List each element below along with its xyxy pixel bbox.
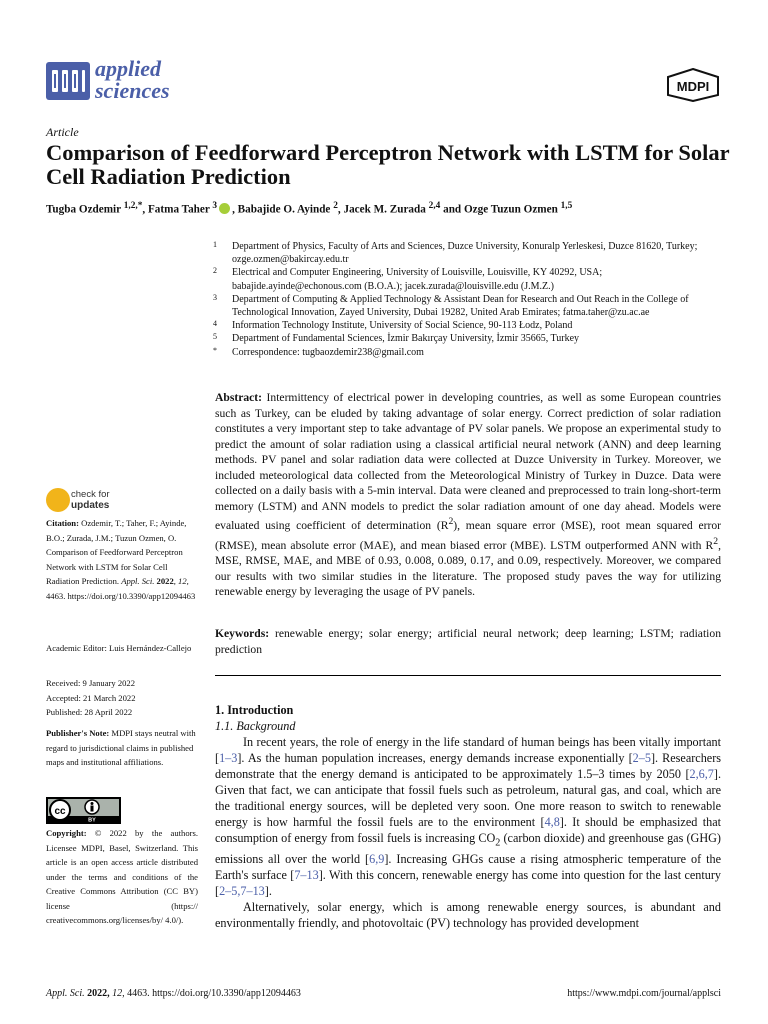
affiliation-number: 3 [213,292,217,302]
abstract [215,390,721,600]
citation-block: Citation: Ozdemir, T.; Taher, F.; Ayinde, B.O.; Zurada, J.M.; Tuzun Ozmen, O. Comparison of Feedforward Perceptron Network with LSTM for Solar Cell Radiation Prediction. Appl. Sci. 2022, 12, 4463. https://doi.org/10.3390/app12094463 [46,518,196,601]
reference-link[interactable]: 2–5 [632,751,651,765]
affiliation-text: Department of Fundamental Sciences, İzmir Bakırçay University, İzmir 35665, Turkey [232,333,580,345]
footer-journal: Appl. Sci. [46,988,85,999]
footer-year: 2022, [87,988,110,999]
svg-text:cc: cc [54,806,66,817]
paragraph-1 [215,734,721,899]
introduction-section [215,702,721,931]
affiliation-number: * [213,345,217,355]
abstract-text: Intermittency of electrical power in developing countries, as well as some European countries such as Turkey, can be eluded by taking advantage of solar energy. Correct prediction of solar radiation constitutes a very important step to take advantage of PV solar panels. We propose an experimental study to predict the amount of solar radiation using a classical artificial neural network (ANN) and deep learning methods. PV panel and solar radiation data were collected at Duzce University in Turkey. Moreover, we included meteorological data collected from the Meteorological Ministry of Turkey in Duzce. Data were collected on a daily basis with a 5-min interval. Data were cleaned and preprocessed to train long-short-term memory (LSTM) and ANN models to predict the solar radiation amount of one day ahead. Models were evaluated using coefficient of determination (R [215,391,721,533]
affiliation-item [213,293,728,319]
affiliation-item [213,266,728,292]
paragraph-text: ]. With this concern, renewable energy has come into question for the last century [ [215,868,722,899]
footer-journal-url[interactable]: https://www.mdpi.com/journal/applsci [567,988,721,999]
reference-link[interactable]: 6,9 [369,852,385,867]
paragraph-text: (carbon dioxide) and greenhouse gas (GHG) emissions all over the world [ [215,831,721,867]
check-for-updates-button[interactable] [46,488,156,514]
affiliation-text: Information Technology Institute, University of Social Science, 90-113 Łodz, Poland [232,320,573,332]
affiliation-text: Correspondence: tugbaozdemir238@gmail.com [232,346,424,358]
publisher-name: MDPI [676,79,710,94]
citation-year: 2022 [156,576,174,586]
citation-volume: 12, [178,576,189,586]
affiliation-text: Department of Physics, Faculty of Arts and Sciences, Duzce University, Konuralp Yerleskesi, Duzce 81620, Turkey; ozge.ozmen@bakircay.edu.tr [232,241,698,266]
keywords-label: Keywords: [215,627,270,640]
author-affil: 1,2,* [123,201,143,211]
abstract-superscript: 2 [713,535,719,547]
author-name[interactable]: Babajide O. Ayinde [237,203,331,216]
citation-text: Ozdemir, T.; Taher, F.; Ayinde, B.O.; Zurada, J.M.; Tuzun Ozmen, O. Comparison of Feedforward Perceptron Network with LSTM for Solar Cell Radiation Prediction. [46,518,187,586]
paragraph-text: ]. [264,884,272,899]
author-affil: 3 [212,201,218,211]
academic-editor: Academic Editor: Luis Hernández-Callejo [46,643,192,653]
check-icon [46,488,70,512]
mdpi-logo-icon [666,68,720,102]
check-label-2: updates [71,500,110,511]
reference-link[interactable]: 2–5,7–13 [219,884,265,899]
publisher-note-label: Publisher's Note: [46,728,110,738]
footer-volume: 12, [112,988,125,999]
affiliation-number: 4 [213,319,217,329]
affiliation-number: 5 [213,332,217,342]
affiliation-item [213,332,728,345]
received-date: Received: 9 January 2022 [46,678,136,688]
section-divider [215,675,721,676]
copyright-block [46,826,198,928]
citation-doi-link[interactable]: 4463. https://doi.org/10.3390/app12094463 [46,590,196,601]
affiliation-number: 1 [213,240,217,249]
paragraph-text: ]. It should be emphasized that consumption of energy from fossil fuels is increasing CO [215,815,721,845]
copyright-text: © 2022 by the authors. Licensee MDPI, Basel, Switzerland. This article is an open access article distributed under the terms and conditions of the Creative Commons Attribution (CC BY) license (https:// creativecommons.org/licenses/by/ 4.0/). [46,828,198,925]
cc-by-label: BY [88,817,96,824]
affiliations [213,240,728,359]
author-name[interactable]: Tugba Ozdemir [46,203,121,216]
keywords [215,626,721,657]
author-affil: 1,5 [560,201,573,211]
orcid-icon[interactable] [219,203,230,214]
copyright-label: Copyright: [46,828,87,838]
publisher-note [46,726,198,770]
author-name[interactable]: Fatma Taher [147,203,210,216]
footer-citation [46,988,301,999]
author-affil: 2 [333,201,338,211]
abstract-superscript: 2 [448,516,454,528]
paragraph-text: ]. Increasing GHGs cause a rising atmospheric temperature of the Earth's surface [ [215,852,721,883]
publisher-note-text: MDPI stays neutral with regard to jurisdictional claims in published maps and institutional affiliations. [46,728,196,767]
reference-link[interactable]: 1–3 [219,751,238,765]
article-type: Article [46,125,79,139]
author-name[interactable]: Jacek M. Zurada [343,203,426,216]
reference-link[interactable]: 4,8 [544,815,560,829]
section-heading: 1. Introduction [215,703,294,717]
author-affil: 2,4 [428,201,441,211]
journal-name-line2: sciences [95,78,170,103]
journal-name [95,58,170,102]
check-label-1: check for [71,489,110,500]
abstract-text: ), mean square error (MSE), root mean squared error (RMSE), mean absolute error (MAE), and mean biased error (MBE). LSTM outperformed ANN with R [215,519,721,552]
subsection-heading: 1.1. Background [215,719,296,733]
footer-doi-link[interactable]: 4463. https://doi.org/10.3390/app12094463 [127,988,301,999]
keywords-text: renewable energy; solar energy; artificial neural network; deep learning; LSTM; radiation prediction [215,627,721,656]
author-conjunction: and [443,203,462,216]
affiliation-item [213,346,728,359]
paragraph-2: Alternatively, solar energy, which is among renewable energy sources, is abundant and environmentally friendly, and photovoltaic (PV) technology has provided development [215,900,721,931]
citation-label: Citation: [46,518,79,528]
journal-name-line1: applied [95,56,161,81]
author-name[interactable]: Ozge Tuzun Ozmen [463,203,558,216]
author-list: Tugba Ozdemir $^{1,2,*}$, Fatma Taher $^3$ , Babajide O. Ayinde $^2$, Jacek M. Zurada $^{2,4}$ and Ozge Tuzun Ozmen $^{1,5}$ [46,201,573,216]
abstract-label: Abstract: [215,391,263,404]
paragraph-text: ]. As the human population increases, energy demands increase exponentially [ [237,751,633,765]
journal-logo-icon [46,62,90,100]
paragraph-text: ]. Researchers demonstrate that the energy demand is anticipated to be approximately 1.5–3 times by 2050 [ [215,751,722,781]
accepted-date: Accepted: 21 March 2022 [46,692,136,703]
affiliation-item [213,319,728,332]
affiliation-number: 2 [213,266,217,276]
dates-block [46,676,198,720]
reference-link[interactable]: 7–13 [294,868,319,883]
cc-by-license-icon[interactable] [46,797,121,824]
paper-title: Comparison of Feedforward Perceptron Network with LSTM for Solar Cell Radiation Prediction [46,140,730,189]
paragraph-text: ]. Given that fact, we can anticipate that fossil fuels such as petroleum, natural gas, and coal, which are the traditional energy sources, will be depleted very soon. One more reason to switch to renewable energy is how harmful the fossil fuels are to the environment [ [215,767,721,829]
subscript: 2 [495,837,501,849]
affiliation-text: Electrical and Computer Engineering, University of Louisville, Louisville, KY 40292, USA; babajide.ayinde@echonous.com (B.O.A.); jacek.zurada@louisville.edu (J.M.Z.) [232,267,603,292]
reference-link[interactable]: 2,6,7 [689,767,714,781]
paragraph-text: In recent years, the role of energy in the life standard of human beings has been vitally important [ [215,735,721,765]
affiliation-text: Department of Computing & Applied Technology & Assistant Dean for Research and Out Reach in the College of Technological Innovation, Zayed University, Dubai 19282, United Arab Emirates; fatma.taher@zu.ac.ae [232,293,689,319]
abstract-text: , MSE, RMSE, MAE, and MBE of 0.93, 0.008, 0.089, 0.17, and 0.09, respectively. Moreover, we compared our results with two similar studies in the literature. The proposed study paves the way for utilizing renewable energy by leveraging the usage of PV panels. [215,538,721,599]
affiliation-item [213,240,728,266]
published-date: Published: 28 April 2022 [46,707,133,717]
citation-journal: Appl. Sci. [121,576,155,586]
